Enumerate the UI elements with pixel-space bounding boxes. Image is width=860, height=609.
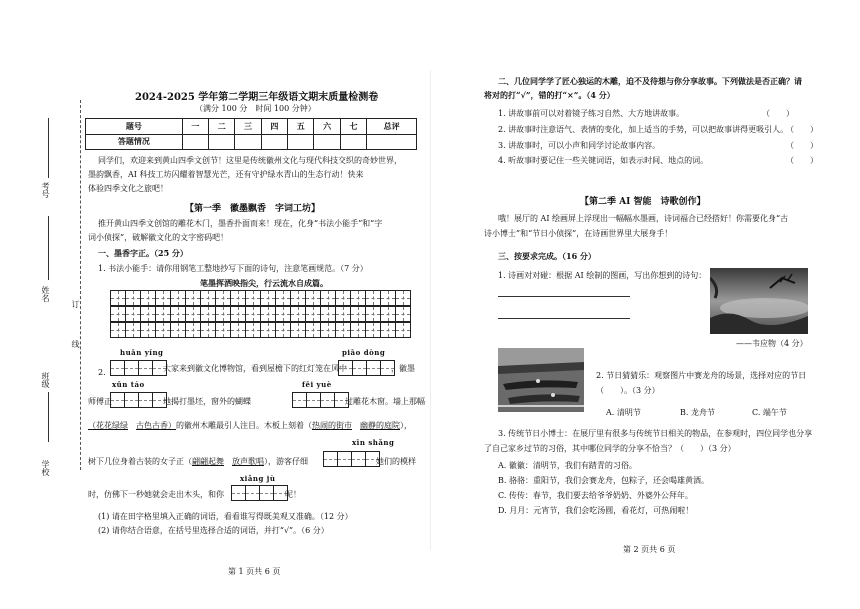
grid-cell[interactable]	[246, 323, 261, 337]
option-singing[interactable]: 放声歌唱	[232, 457, 264, 466]
pinyin-xiangju: xiǎng jù	[240, 474, 276, 483]
season1-intro-1: 推开黄山四季文创馆的雕花木门，墨香扑面而来！现在，化身“书法小能手”和“字	[98, 219, 383, 228]
grid-cell[interactable]	[201, 291, 216, 305]
pinyin-box-xiangju[interactable]	[231, 485, 288, 501]
option-antique[interactable]: 古色古香）	[136, 421, 176, 430]
grid-cell[interactable]	[351, 307, 366, 321]
q3-2-text: 2. 节日猜猜乐：观察图片中赛龙舟的场景，选择对应的节日	[596, 371, 807, 380]
judge-paren-1[interactable]: （ ）	[762, 109, 794, 118]
grid-cell[interactable]	[246, 307, 261, 321]
grid-cell[interactable]	[156, 323, 171, 337]
grid-cell[interactable]	[231, 323, 246, 337]
grid-cell[interactable]	[141, 291, 156, 305]
judge-paren-4[interactable]: （ ）	[786, 156, 818, 165]
part2-heading: 二、几位同学学了匠心独运的木雕，迫不及待想与你分享故事。下列做法是否正确？请	[498, 76, 802, 86]
q1-text: 1. 书法小能手：请你用钢笔工整地抄写下面的诗句，注意笔画规范。（7 分）	[98, 264, 368, 273]
grid-cell[interactable]	[261, 291, 276, 305]
sub-question-2: (2) 请你结合语意，在括号里选择合适的词语，并打“√”。（6 分）	[98, 526, 329, 535]
grid-cell[interactable]	[231, 307, 246, 321]
line-e-start: 时，仿佛下一秒她就会走出木头，和你	[88, 490, 224, 499]
grid-cell[interactable]	[201, 307, 216, 321]
grid-cell[interactable]	[111, 323, 126, 337]
grid-cell[interactable]	[366, 323, 381, 337]
grid-cell[interactable]	[291, 291, 306, 305]
exam-no-blank	[48, 118, 49, 178]
part3-heading: 三、按要求完成。（16 分）	[498, 251, 596, 261]
exam-subtitle: （满分 100 分 时间 100 分钟）	[195, 104, 316, 113]
table-cell: 七	[340, 119, 366, 135]
table-cell[interactable]	[182, 134, 208, 150]
table-cell[interactable]	[314, 134, 340, 150]
grid-cell[interactable]	[171, 323, 186, 337]
poem-answer-line-2[interactable]	[498, 318, 630, 319]
q3-1-text: 1. 诗画对对碰：根据 AI 绘制的图画，写出你想到的诗句：	[498, 271, 707, 280]
judge-item-3: 3. 讲故事时，可以小声和同学讨论故事内容。	[498, 141, 661, 150]
pinyin-box-piaodong[interactable]	[338, 360, 395, 376]
pinyin-xinshang: xīn shǎng	[352, 438, 395, 447]
table-cell[interactable]	[235, 134, 261, 150]
grid-cell[interactable]	[216, 307, 231, 321]
grid-cell[interactable]	[396, 291, 410, 305]
grid-cell[interactable]	[126, 323, 141, 337]
grid-cell[interactable]	[351, 323, 366, 337]
grid-cell[interactable]	[396, 307, 410, 321]
grid-cell[interactable]	[261, 323, 276, 337]
grid-cell[interactable]	[246, 291, 261, 305]
table-cell: 答题情况	[86, 134, 183, 150]
grid-cell[interactable]	[321, 291, 336, 305]
grid-cell[interactable]	[351, 291, 366, 305]
line-d-end: 她们的模样	[376, 457, 416, 466]
table-cell: 总评	[367, 119, 417, 135]
judge-paren-3[interactable]: （ ）	[786, 141, 818, 150]
line-c-end: ），	[400, 421, 412, 430]
margin-label-school: 学校	[41, 460, 50, 476]
margin-label-exam-no: 考号	[41, 182, 50, 198]
grid-cell[interactable]	[276, 307, 291, 321]
sub-question-1: (1) 请在田字格里填入正确的词语，看看谁写得既美观又准确。（12 分）	[98, 512, 353, 521]
name-blank	[48, 216, 49, 280]
grid-cell[interactable]	[276, 291, 291, 305]
grid-cell[interactable]	[201, 323, 216, 337]
grid-cell[interactable]	[306, 291, 321, 305]
table-cell: 五	[288, 119, 314, 135]
pinyin-huanying: huān yíng	[120, 348, 164, 357]
grid-cell[interactable]	[321, 323, 336, 337]
grid-cell[interactable]	[381, 291, 396, 305]
grid-cell[interactable]	[141, 323, 156, 337]
q2-number: 2.	[98, 368, 106, 377]
margin-label-name: 姓名	[41, 286, 50, 302]
page-divider	[430, 70, 431, 550]
q3-3-text: 3. 传统节日小博士：在展厅里有很多与传统节日相关的物品，在参观时，四位同学也分享	[498, 429, 813, 438]
grid-cell[interactable]	[171, 291, 186, 305]
grid-cell[interactable]	[126, 307, 141, 321]
option-c[interactable]: C. 端午节	[752, 408, 787, 417]
judge-item-4: 4. 听故事时要记住一些关键词语，如表示时间、地点的词。	[498, 156, 709, 165]
intro-line-3: 体验四季文化之旅吧！	[88, 184, 168, 193]
grid-cell[interactable]	[156, 291, 171, 305]
answer-d[interactable]: D. 月月：元宵节，我们会吃汤圆，看花灯，可热闹啦！	[498, 506, 694, 515]
pinyin-box-xuntao[interactable]	[110, 392, 167, 408]
grid-cell[interactable]	[336, 291, 351, 305]
left-page-footer: 第 1 页共 6 页	[228, 567, 281, 576]
exam-title: 2024-2025 学年第二学期三年级语文期末质量检测卷	[135, 92, 379, 103]
judge-item-1: 1. 讲故事前可以对着镜子练习自然、大方地讲故事。	[498, 109, 685, 118]
line-b-start: 师傅正	[88, 397, 112, 406]
grid-cell[interactable]	[276, 323, 291, 337]
margin-label-xian: 线	[71, 340, 80, 348]
right-page-footer: 第 2 页共 6 页	[623, 545, 676, 554]
answer-b[interactable]: B. 骆骆：重阳节，我们会赛龙舟，包粽子，还会喝雄黄酒。	[498, 476, 709, 485]
judge-paren-2[interactable]: （ ）	[786, 125, 818, 134]
option-dancing[interactable]: 翩翩起舞	[192, 457, 224, 466]
line-b-end: 过雕花木窗。墙上那幅	[345, 397, 425, 406]
poem-text: 笔墨挥洒映指尖，行云流水自成篇。	[200, 278, 328, 288]
judge-item-2: 2. 讲故事时注意语气、表情的变化，加上适当的手势，可以把故事讲得更吸引人。	[498, 125, 789, 134]
copy-grid-row-1[interactable]	[110, 290, 411, 306]
poem-attribution: ——韦应物（4 分）	[736, 339, 808, 348]
table-cell: 四	[261, 119, 287, 135]
answer-a[interactable]: A. 徽徽：清明节，我们有踏青的习俗。	[498, 461, 637, 470]
grid-cell[interactable]	[381, 323, 396, 337]
grid-cell[interactable]	[111, 307, 126, 321]
pinyin-feiyue: fēi yuè	[302, 380, 332, 389]
grid-cell[interactable]	[366, 291, 381, 305]
grid-cell[interactable]	[186, 307, 201, 321]
grid-cell[interactable]	[231, 291, 246, 305]
copy-grid-row-2[interactable]	[110, 306, 411, 322]
table-cell: 三	[235, 119, 261, 135]
grid-cell[interactable]	[111, 291, 126, 305]
table-cell: 一	[182, 119, 208, 135]
line-c	[88, 420, 412, 431]
season1-intro-2: 词小侦探”，破解徽文化的文字密码吧！	[88, 233, 229, 242]
pinyin-xuntao: xūn táo	[112, 380, 145, 389]
grid-cell[interactable]	[291, 323, 306, 337]
line-e-end: 呢！	[285, 490, 301, 499]
pinyin-piaodong: piāo dòng	[342, 348, 386, 357]
answer-c[interactable]: C. 传传：春节，我们要去给爷爷奶奶、外婆外公拜年。	[498, 491, 693, 500]
binding-line	[80, 100, 81, 470]
grid-cell[interactable]	[156, 307, 171, 321]
line-a-end: ，徽墨	[391, 364, 415, 373]
grid-cell[interactable]	[171, 307, 186, 321]
table-cell[interactable]	[340, 134, 366, 150]
margin-label-class: 班级	[41, 372, 50, 388]
table-cell[interactable]	[288, 134, 314, 150]
grid-cell[interactable]	[336, 323, 351, 337]
option-quiet-courtyard[interactable]: 幽静的庭院	[360, 421, 400, 430]
line-d	[88, 456, 308, 467]
grid-cell[interactable]	[261, 307, 276, 321]
line-a-text: 大家来到徽文化博物馆，看到屋檐下的红灯笼在风中	[163, 364, 347, 373]
grid-cell[interactable]	[141, 307, 156, 321]
line-d-mid: ），游客仔细	[264, 457, 308, 466]
pinyin-box-xinshang[interactable]	[323, 451, 380, 467]
q3-2-paren[interactable]: （ ）。（3 分）	[596, 386, 660, 395]
option-colorful[interactable]: （花花绿绿	[88, 421, 128, 430]
dragon-boat-svg	[498, 348, 584, 412]
intro-line-1: 同学们，欢迎来到黄山四季文创节！这里是传统徽州文化与现代科技交织的奇妙世界，	[98, 156, 402, 165]
grid-cell[interactable]	[186, 291, 201, 305]
table-cell: 题号	[86, 119, 183, 135]
grid-cell[interactable]	[126, 291, 141, 305]
score-table-answer-row	[86, 134, 417, 150]
table-cell[interactable]	[261, 134, 287, 150]
line-d-start: 树下几位身着古装的女子正（	[88, 457, 192, 466]
ink-painting-svg	[710, 268, 808, 334]
pinyin-box-huanying[interactable]	[110, 360, 167, 376]
copy-grid-row-3[interactable]	[110, 322, 411, 338]
pinyin-box-feiyue[interactable]	[292, 392, 349, 408]
class-blank	[48, 392, 49, 442]
table-cell: 二	[209, 119, 235, 135]
line-c-middle: 的徽州木雕最引人注目。木板上刻着（	[176, 421, 312, 430]
grid-cell[interactable]	[216, 323, 231, 337]
table-cell: 六	[314, 119, 340, 135]
score-table	[85, 118, 417, 150]
table-cell[interactable]	[209, 134, 235, 150]
grid-cell[interactable]	[366, 307, 381, 321]
grid-cell[interactable]	[306, 307, 321, 321]
q3-3-text-cont: 了自己家乡过节的习俗，其中哪位同学的分享不恰当？（ ）（3 分）	[484, 444, 736, 453]
dragon-boat-image	[498, 348, 584, 412]
option-busy-street[interactable]: 热闹的街市	[312, 421, 352, 430]
part1-heading: 一、墨香字正。（25 分）	[98, 248, 188, 258]
grid-cell[interactable]	[336, 307, 351, 321]
option-b[interactable]: B. 龙舟节	[680, 408, 715, 417]
line-b-mid: 地揭打墨坯，窗外的蝴蝶	[163, 397, 251, 406]
grid-cell[interactable]	[291, 307, 306, 321]
season2-intro-2: 诗小博士”和“节日小侦探”，在诗画世界里大展身手！	[484, 229, 673, 238]
ink-painting-image	[710, 268, 808, 334]
season2-header: 【第二季 AI 智能 诗歌创作】	[580, 197, 706, 207]
grid-cell[interactable]	[321, 307, 336, 321]
table-cell[interactable]	[367, 134, 417, 150]
score-table-header-row	[86, 119, 417, 135]
poem-answer-line-1[interactable]	[498, 296, 630, 297]
intro-line-2: 墨韵飘香，AI 科技工坊闪耀着智慧光芒，还有守护绿水青山的生态行动！快来	[88, 170, 364, 179]
grid-cell[interactable]	[381, 307, 396, 321]
grid-cell[interactable]	[306, 323, 321, 337]
grid-cell[interactable]	[396, 323, 410, 337]
season2-intro-1: 哦！展厅的 AI 绘画屏上浮现出一幅幅水墨画，诗词福合已经搭好！你需要化身“古	[498, 214, 789, 223]
grid-cell[interactable]	[216, 291, 231, 305]
grid-cell[interactable]	[186, 323, 201, 337]
option-a[interactable]: A. 清明节	[606, 408, 641, 417]
margin-label-ding: 订	[71, 300, 80, 308]
season1-header: 【第一季 徽墨飘香 字词工坊】	[185, 204, 321, 214]
part2-heading-cont: 将对的打“√”，错的打“×”。（4 分）	[484, 90, 615, 100]
